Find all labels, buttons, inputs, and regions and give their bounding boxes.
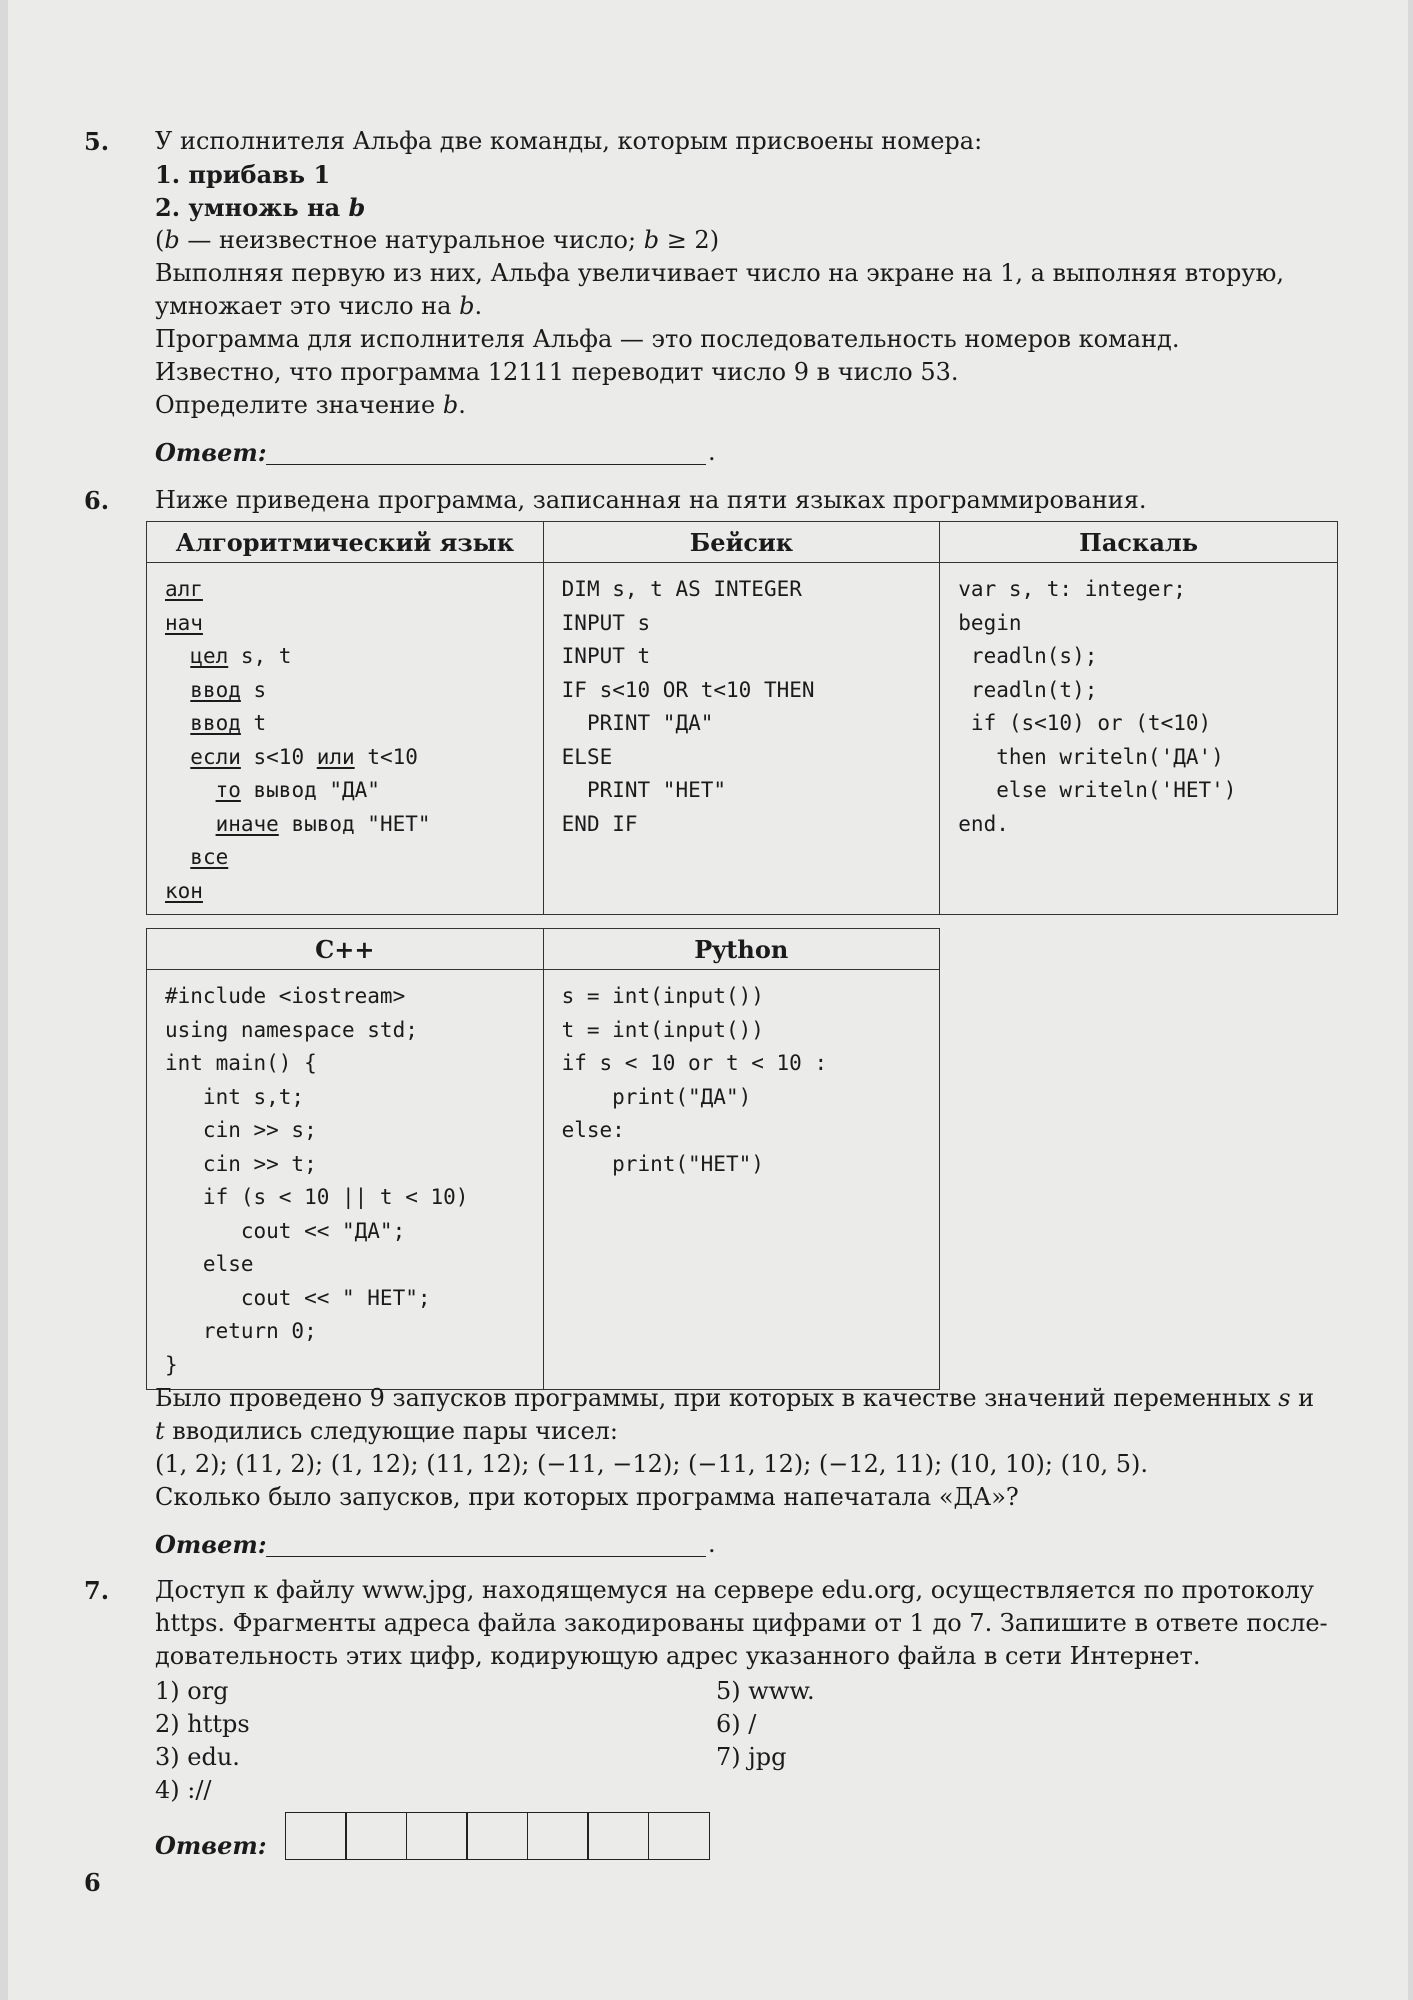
code-line: readln(s);: [958, 644, 1098, 668]
code-line: t = int(input()): [561, 1017, 764, 1042]
code-line: s = int(input()): [561, 984, 764, 1008]
task6-after-line2: t вводились следующие пары чисел:: [155, 1417, 618, 1445]
code-line: int s,t;: [165, 1084, 305, 1109]
header-python: Python: [543, 929, 939, 970]
code-line: кон: [165, 878, 203, 903]
task7-option-5: 5) www.: [716, 1677, 815, 1705]
code-line: алг: [165, 577, 203, 601]
code-line: print("НЕТ"): [561, 1151, 764, 1176]
code-line: ввод s: [190, 677, 267, 702]
task7-option-2: 2) https: [155, 1710, 250, 1738]
code-line: #include <iostream>: [165, 984, 406, 1008]
code-line: if (s < 10 || t < 10): [165, 1185, 469, 1209]
task5-line6: Программа для исполнителя Альфа — это последовательность номеров команд.: [155, 325, 1180, 353]
code-line: int main() {: [165, 1051, 317, 1075]
task6-after-line1: Было проведено 9 запусков программы, при которых в качестве значений переменных s и: [155, 1384, 1315, 1412]
code-line: var s, t: integer;: [958, 577, 1186, 601]
answer-cell[interactable]: [345, 1812, 407, 1860]
code-line: if (s<10) or (t<10): [958, 711, 1212, 735]
task6-pairs: (1, 2); (11, 2); (1, 12); (11, 12); (−11, −12); (−11, 12); (−12, 11); (10, 10); (10, 5).: [155, 1450, 1148, 1478]
task7-line1: Доступ к файлу www.jpg, находящемуся на сервере edu.org, осуществляется по протоколу: [155, 1576, 1315, 1604]
code-line: все: [190, 845, 229, 869]
code-line: cout << " НЕТ";: [165, 1285, 431, 1310]
code-line: если s<10 или t<10: [190, 744, 418, 769]
code-line: нач: [165, 610, 203, 635]
code-line: то вывод "ДА": [215, 778, 380, 802]
code-line: INPUT t: [561, 644, 651, 668]
code-line: cin >> t;: [165, 1151, 317, 1176]
code-line: INPUT s: [561, 610, 651, 635]
code-line: else: [165, 1252, 254, 1276]
task6-intro: Ниже приведена программа, записанная на пяти языках программирования.: [155, 486, 1147, 514]
code-line: then writeln('ДА'): [958, 744, 1224, 769]
task5-line8: Определите значение b.: [155, 391, 466, 419]
code-line: cin >> s;: [165, 1118, 317, 1142]
header-algorithmic: Алгоритмический язык: [147, 522, 544, 563]
code-line: else:: [561, 1118, 625, 1142]
code-line: cout << "ДА";: [165, 1218, 406, 1243]
task7-answer-label: Ответ:: [155, 1831, 267, 1860]
code-line: DIM s, t AS INTEGER: [561, 577, 802, 601]
code-line: return 0;: [165, 1319, 317, 1343]
code-line: begin: [958, 610, 1022, 635]
task5-answer-label: Ответ:: [155, 438, 267, 467]
code-line: PRINT "ДА": [561, 711, 714, 735]
task5-number: 5.: [84, 127, 110, 156]
task5-condition: (b — неизвестное натуральное число; b ≥ 2): [155, 226, 720, 254]
task5-answer-field[interactable]: [266, 464, 706, 465]
code-line: print("ДА"): [561, 1084, 752, 1109]
answer-cell[interactable]: [527, 1812, 589, 1860]
answer-cell[interactable]: [648, 1812, 710, 1860]
task6-number: 6.: [84, 486, 110, 515]
code-line: ELSE: [561, 744, 613, 769]
code-line: if s < 10 or t < 10 :: [561, 1051, 828, 1075]
code-cpp: [147, 970, 544, 1390]
code-pascal: [940, 563, 1338, 915]
task7-option-7: 7) jpg: [716, 1743, 787, 1771]
code-line: readln(t);: [958, 677, 1098, 702]
code-line: end.: [958, 811, 1009, 836]
task6-question: Сколько было запусков, при которых программа напечатала «ДА»?: [155, 1483, 1019, 1511]
task7-option-3: 3) edu.: [155, 1743, 240, 1771]
task7-option-4: 4) ://: [155, 1776, 212, 1804]
task5-command-1: 1. прибавь 1: [155, 160, 331, 189]
task5-line4: Выполняя первую из них, Альфа увеличивает число на экране на 1, а выполняя вторую,: [155, 259, 1284, 287]
code-line: }: [165, 1352, 178, 1377]
code-basic: [543, 563, 940, 915]
task5-answer-dot: .: [708, 438, 716, 466]
code-algorithmic: [147, 563, 544, 915]
task7-option-6: 6) /: [716, 1710, 757, 1738]
code-line: PRINT "НЕТ": [561, 778, 727, 802]
task5-line7: Известно, что программа 12111 переводит число 9 в число 53.: [155, 358, 959, 386]
answer-cell[interactable]: [406, 1812, 468, 1860]
task7-line3: довательность этих цифр, кодирующую адрес указанного файла в сети Интернет.: [155, 1642, 1201, 1670]
task6-answer-label: Ответ:: [155, 1530, 267, 1559]
task6-answer-dot: .: [708, 1530, 716, 1558]
task7-answer-cells: [286, 1812, 710, 1860]
task7-line2: https. Фрагменты адреса файла закодированы цифрами от 1 до 7. Запишите в ответе после-: [155, 1609, 1328, 1637]
code-table-top: [146, 521, 1338, 915]
task5-command-2: 2. умножь на b: [155, 193, 366, 222]
header-pascal: Паскаль: [940, 522, 1338, 563]
page-sheet: [8, 0, 1408, 2000]
code-table-bottom: [146, 928, 940, 1390]
answer-cell[interactable]: [466, 1812, 528, 1860]
answer-cell[interactable]: [285, 1812, 347, 1860]
code-line: END IF: [561, 811, 638, 836]
task7-option-1: 1) org: [155, 1677, 229, 1705]
code-line: IF s<10 OR t<10 THEN: [561, 677, 815, 702]
code-line: цел s, t: [190, 644, 292, 668]
task6-answer-field[interactable]: [266, 1556, 706, 1557]
header-cpp: C++: [147, 929, 544, 970]
header-basic: Бейсик: [543, 522, 940, 563]
task5-line1: У исполнителя Альфа две команды, которым присвоены номера:: [155, 127, 983, 155]
code-line: ввод t: [190, 711, 267, 735]
code-line: иначе вывод "НЕТ": [215, 811, 431, 836]
task7-number: 7.: [84, 1576, 110, 1605]
code-line: using namespace std;: [165, 1017, 418, 1042]
code-python: [543, 970, 939, 1390]
answer-cell[interactable]: [587, 1812, 649, 1860]
code-line: else writeln('НЕТ'): [958, 778, 1237, 802]
page-number: 6: [84, 1868, 101, 1897]
task5-line5: умножает это число на b.: [155, 292, 483, 320]
